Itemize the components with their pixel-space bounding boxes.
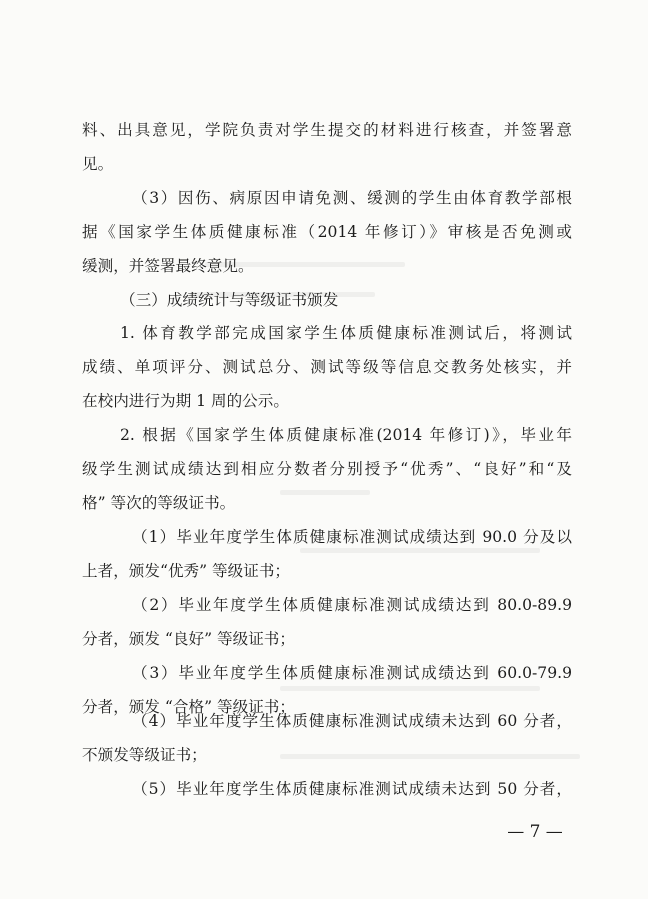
list-item-line: （2）毕业年度学生体质健康标准测试成绩达到 80.0-89.9: [132, 596, 572, 614]
list-item-line: 不颁发等级证书；: [82, 746, 207, 764]
section-heading: （三）成绩统计与等级证书颁发: [120, 291, 339, 309]
body-line: 级学生测试成绩达到相应分数者分别授予“优秀”、“良好”和“及: [82, 460, 572, 478]
body-line: 见。: [82, 155, 114, 173]
body-line: 料、出具意见，学院负责对学生提交的材料进行核查，并签署意: [82, 121, 572, 139]
body-line: 在校内进行为期 1 周的公示。: [82, 392, 289, 410]
list-item-line: （5）毕业年度学生体质健康标准测试成绩未达到 50 分者，: [132, 780, 572, 798]
body-line: （3）因伤、病原因申请免测、缓测的学生由体育教学部根: [132, 189, 572, 207]
list-item-line: （3）毕业年度学生体质健康标准测试成绩达到 60.0-79.9: [132, 664, 572, 682]
body-line: 成绩、单项评分、测试总分、测试等级等信息交教务处核实，并: [82, 358, 572, 376]
body-line: 缓测，并签署最终意见。: [82, 257, 254, 275]
page-number: — 7 —: [507, 822, 563, 842]
list-item-line: 上者，颁发“优秀” 等级证书；: [82, 562, 291, 580]
list-item-line: 分者，颁发 “良好” 等级证书；: [82, 630, 295, 648]
body-line: 格” 等次的等级证书。: [82, 494, 236, 512]
body-line: 2. 根据《国家学生体质健康标准(2014 年修订)》，毕业年: [120, 426, 572, 444]
list-item-line: （1）毕业年度学生体质健康标准测试成绩达到 90.0 分及以: [132, 528, 572, 546]
body-line: 据《国家学生体质健康标准（2014 年修订）》审核是否免测或: [82, 223, 572, 241]
list-item-line: 分者，颁发 “合格” 等级证书；: [82, 698, 295, 716]
body-line: 1. 体育教学部完成国家学生体质健康标准测试后，将测试: [120, 324, 572, 342]
list-item-line: （4）毕业年度学生体质健康标准测试成绩未达到 60 分者，: [132, 712, 572, 730]
